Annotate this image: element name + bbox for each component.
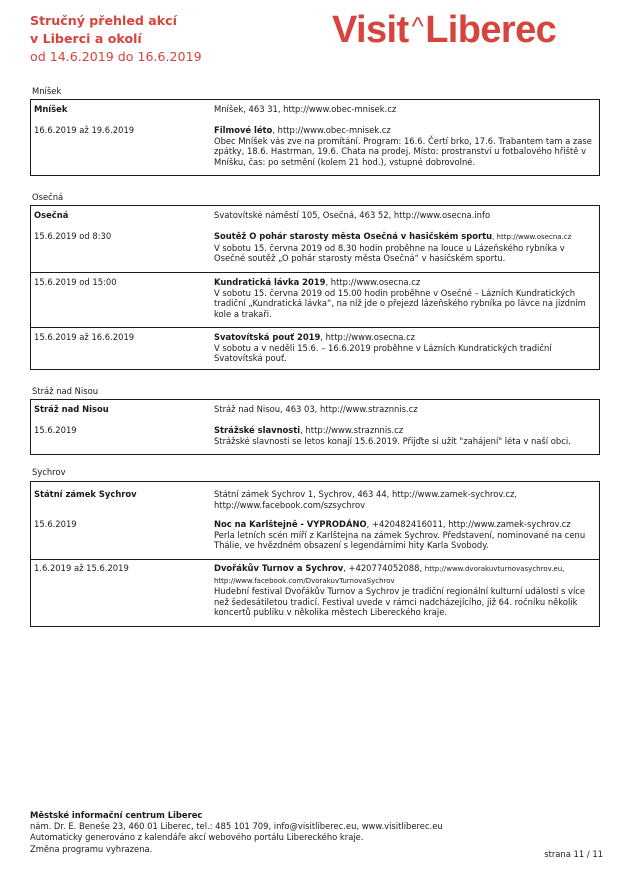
event-info [214,231,596,264]
title-line: Stručný přehled akcí [30,13,177,28]
event-link[interactable]: http://www.dvorakuvturnovasychrov.eu, [424,565,565,573]
place-name: Stráž nad Nisou [34,404,109,414]
event-date: 15.6.2019 [34,519,77,529]
event-row [31,422,599,454]
footer-note: Změna programu vyhrazena. [30,843,153,854]
event-row [31,514,599,559]
event-title: Filmové léto [214,125,273,135]
logo-text-liberec: Liberec [425,9,557,51]
section-sychrov [30,481,600,627]
event-description: V sobotu 15. června 2019 od 15.00 hodin proběhne v Osečné – Lázních Kundratických tradiční „Kundratická lávka“, na níž jde o přejezd lázeňského rybníka po lávce na jízdním kole a trakaři. [214,287,586,319]
place-row [31,482,599,514]
place-address: Státní zámek Sychrov 1, Sychrov, 463 44, http://www.zamek-sychrov.cz, http://www.facebook.com/szsychrov [214,489,518,510]
event-description: Obec Mníšek vás zve na promítání. Program: 16.6. Čertí brko, 17.6. Trabantem tam a zase zpátky, 18.6. Hastrman, 19.6. Chata na prodej. Místo: prostranství u fotbalového hřiště v Mníšku, čas: po setmění (kolem 21 hod.), vstupné dobrovolné. [214,135,592,167]
event-title: Soutěž O pohár starosty města Osečná v hasičském sportu [214,231,493,241]
place-name: Mníšek [34,104,68,114]
event-description: Hudební festival Dvořákův Turnov a Sychrov je tradiční regionální kulturní událostí s více než šedesátiletou tradicí. Festival uvede v rámci nadcházejícího, již 64. ročníku několik koncertů publiku v několika městech Libereckého kraje. [214,586,586,618]
place-address: Stráž nad Nisou, 463 03, http://www.straznnis.cz [214,404,418,414]
event-info [214,563,596,618]
event-info [214,519,596,551]
title-line: v Liberci a okolí [30,31,142,46]
event-title: Svatovítská pouť 2019 [214,332,321,342]
footer-note: Automaticky generováno z kalendáře akcí webového portálu Libereckého kraje. [30,832,364,843]
event-description: Perla letních scén míří z Karlštejna na zámek Sychrov. Představení, nominované na cenu Thálie, ve hvězdném obsazení s legendárními hity Karla Svobody. [214,529,586,551]
footer-org: Městské informační centrum Liberec [30,810,203,820]
event-date: 1.6.2019 až 15.6.2019 [34,563,129,573]
event-phone[interactable]: , +420774052088, [343,563,425,573]
event-date: 16.6.2019 až 19.6.2019 [34,125,135,135]
place-name: Osečná [34,210,69,220]
section-label-osecna: Osečná [32,192,64,202]
event-description: V sobotu a v neděli 15.6. – 16.6.2019 proběhne v Lázních Kundratických tradiční Svatovítská pouť. [214,342,552,364]
footer [30,810,443,855]
event-title: Strážské slavnosti [214,425,301,435]
event-date: 15.6.2019 od 8:30 [34,231,112,241]
event-row [31,228,599,272]
event-link[interactable]: , http://www.obec-mnisek.cz [272,125,391,135]
page-number: strana 11 / 11 [544,849,603,859]
place-address: Svatovítské náměstí 105, Osečná, 463 52, http://www.osecna.info [214,210,491,220]
event-date: 15.6.2019 až 16.6.2019 [34,332,135,342]
page-title [30,12,202,66]
event-info [214,425,596,446]
event-row [31,272,599,327]
event-row [31,122,599,175]
section-label-sychrov: Sychrov [32,467,66,477]
event-facebook-link[interactable]: http://www.facebook.com/DvorakuvTurnovaSychrov [214,576,395,585]
section-label-straz: Stráž nad Nisou [32,386,99,396]
place-address: Mníšek, 463 31, http://www.obec-mnisek.cz [214,104,397,114]
place-row [31,400,599,422]
visit-liberec-logo [332,8,604,52]
logo-caret: ^ [411,11,424,41]
place-name: Státní zámek Sychrov [34,489,137,499]
place-row [31,206,599,228]
section-mnisek [30,99,600,176]
event-info [214,277,596,319]
event-link[interactable]: , http://www.osecna.cz [320,332,416,342]
place-row [31,100,599,122]
logo-text-visit: Visit [332,9,409,51]
event-row [31,327,599,371]
event-link[interactable]: , +420482416011, http://www.zamek-sychrov.cz [366,519,571,529]
event-info [214,125,596,167]
event-link[interactable]: , http://www.osecna.cz [325,277,421,287]
event-link[interactable]: , http://www.osecna.cz [492,233,572,241]
event-info [214,332,596,364]
event-description: V sobotu 15. června 2019 od 8.30 hodin proběhne na louce u Lázeňského rybníka v Osečné soutěž „O pohár starosty města Osečná“ v hasičském sportu. [214,242,565,264]
event-row [31,559,599,626]
event-title: Kundratická lávka 2019 [214,277,326,287]
event-date: 15.6.2019 [34,425,77,435]
footer-address: nám. Dr. E. Beneše 23, 460 01 Liberec, tel.: 485 101 709, info@visitliberec.eu, www.visitliberec.eu [30,821,443,832]
event-link[interactable]: , http://www.straznnis.cz [300,425,404,435]
event-date: 15.6.2019 od 15:00 [34,277,117,287]
section-osecna [30,205,600,370]
section-label-mnisek: Mníšek [32,86,62,96]
section-straz [30,399,600,455]
event-description: Strážské slavnosti se letos konají 15.6.2019. Přijďte si užít "zahájení" léta v naší obci. [214,435,571,446]
event-title: Noc na Karlštejně - VYPRODÁNO [214,519,367,529]
event-title: Dvořákův Turnov a Sychrov [214,563,344,573]
date-range: od 14.6.2019 do 16.6.2019 [30,49,202,64]
